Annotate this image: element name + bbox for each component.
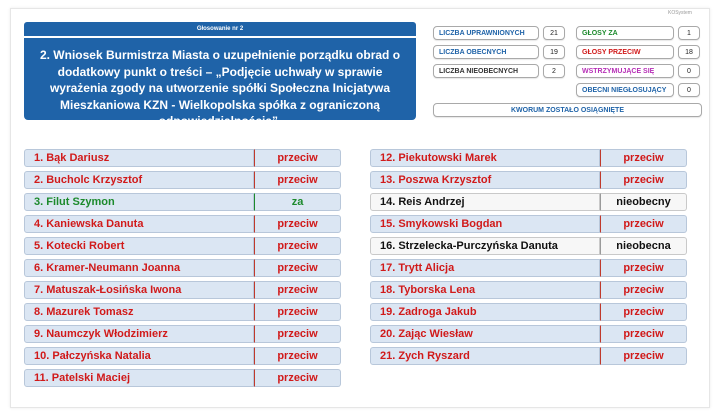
vote-row — [24, 171, 341, 189]
vote-value: za — [254, 193, 341, 211]
councillor-name: 13. Poszwa Krzysztof — [370, 171, 600, 189]
vote-value: przeciw — [600, 171, 687, 189]
vote-value: przeciw — [254, 215, 341, 233]
councillor-name: 15. Smykowski Bogdan — [370, 215, 600, 233]
vote-value: przeciw — [254, 259, 341, 277]
vote-value: przeciw — [254, 303, 341, 321]
vote-row — [24, 259, 341, 277]
councillor-name: 7. Matuszak-Łosińska Iwona — [24, 281, 254, 299]
vote-row — [370, 215, 687, 233]
vote-row — [370, 259, 687, 277]
vote-value: przeciw — [254, 347, 341, 365]
councillor-name: 21. Zych Ryszard — [370, 347, 600, 365]
vote-value: przeciw — [600, 281, 687, 299]
vote-row — [24, 369, 341, 387]
vote-row — [24, 149, 341, 167]
vote-value: przeciw — [600, 215, 687, 233]
vote-row — [24, 193, 341, 211]
councillor-name: 16. Strzelecka-Purczyńska Danuta — [370, 237, 600, 255]
vote-row — [24, 347, 341, 365]
vote-value: przeciw — [254, 149, 341, 167]
vote-row — [370, 347, 687, 365]
vote-row — [370, 171, 687, 189]
councillor-name: 8. Mazurek Tomasz — [24, 303, 254, 321]
vote-row — [370, 193, 687, 211]
councillor-name: 18. Tyborska Lena — [370, 281, 600, 299]
vote-value: nieobecny — [600, 193, 687, 211]
councillor-name: 5. Kotecki Robert — [24, 237, 254, 255]
vote-row — [24, 325, 341, 343]
present-value: 19 — [543, 45, 565, 59]
vote-value: przeciw — [600, 149, 687, 167]
vote-row — [370, 149, 687, 167]
abstain-value: 0 — [678, 64, 700, 78]
against-value: 18 — [678, 45, 700, 59]
vote-row — [24, 237, 341, 255]
councillor-name: 6. Kramer-Neumann Joanna — [24, 259, 254, 277]
against-label: GŁOSY PRZECIW — [576, 45, 674, 59]
vote-row — [24, 303, 341, 321]
vote-value: przeciw — [254, 369, 341, 387]
councillor-name: 1. Bąk Dariusz — [24, 149, 254, 167]
absent-label: LICZBA NIEOBECNYCH — [433, 64, 539, 78]
vote-row — [370, 281, 687, 299]
councillor-name: 9. Naumczyk Włodzimierz — [24, 325, 254, 343]
vote-row — [370, 325, 687, 343]
vote-value: przeciw — [254, 325, 341, 343]
for-label: GŁOSY ZA — [576, 26, 674, 40]
entitled-value: 21 — [543, 26, 565, 40]
councillor-name: 14. Reis Andrzej — [370, 193, 600, 211]
councillor-name: 11. Patelski Maciej — [24, 369, 254, 387]
councillor-name: 20. Zając Wiesław — [370, 325, 600, 343]
absent-value: 2 — [543, 64, 565, 78]
brand-label: KOSystem — [668, 10, 692, 16]
vote-value: nieobecna — [600, 237, 687, 255]
abstain-label: WSTRZYMUJĄCE SIĘ — [576, 64, 674, 78]
nonvoting-label: OBECNI NIEGŁOSUJĄCY — [576, 83, 674, 97]
nonvoting-value: 0 — [678, 83, 700, 97]
vote-row — [24, 281, 341, 299]
councillor-name: 17. Trytt Alicja — [370, 259, 600, 277]
quorum-status: KWORUM ZOSTAŁO OSIĄGNIĘTE — [433, 103, 702, 117]
motion-text: 2. Wniosek Burmistrza Miasta o uzupełnienie porządku obrad o dodatkowy punkt o treści – „Podjęcie uchwały w sprawie wyrażenia zgody na utworzenie spółki Społeczna Inicjatywa Mieszkaniowa KZN - Wielkopolska spółka z ograniczoną odpowiedzialnością”. — [24, 38, 416, 120]
councillor-name: 3. Filut Szymon — [24, 193, 254, 211]
councillor-name: 4. Kaniewska Danuta — [24, 215, 254, 233]
vote-value: przeciw — [600, 325, 687, 343]
vote-value: przeciw — [254, 171, 341, 189]
councillor-name: 19. Zadroga Jakub — [370, 303, 600, 321]
vote-value: przeciw — [600, 259, 687, 277]
vote-value: przeciw — [254, 237, 341, 255]
vote-row — [370, 303, 687, 321]
vote-row — [24, 215, 341, 233]
vote-value: przeciw — [600, 347, 687, 365]
vote-row — [370, 237, 687, 255]
vote-value: przeciw — [600, 303, 687, 321]
councillor-name: 2. Bucholc Krzysztof — [24, 171, 254, 189]
present-label: LICZBA OBECNYCH — [433, 45, 539, 59]
for-value: 1 — [678, 26, 700, 40]
councillor-name: 12. Piekutowski Marek — [370, 149, 600, 167]
councillor-name: 10. Pałczyńska Natalia — [24, 347, 254, 365]
entitled-label: LICZBA UPRAWNIONYCH — [433, 26, 539, 40]
vote-value: przeciw — [254, 281, 341, 299]
voting-title: Głosowanie nr 2 — [24, 22, 416, 36]
